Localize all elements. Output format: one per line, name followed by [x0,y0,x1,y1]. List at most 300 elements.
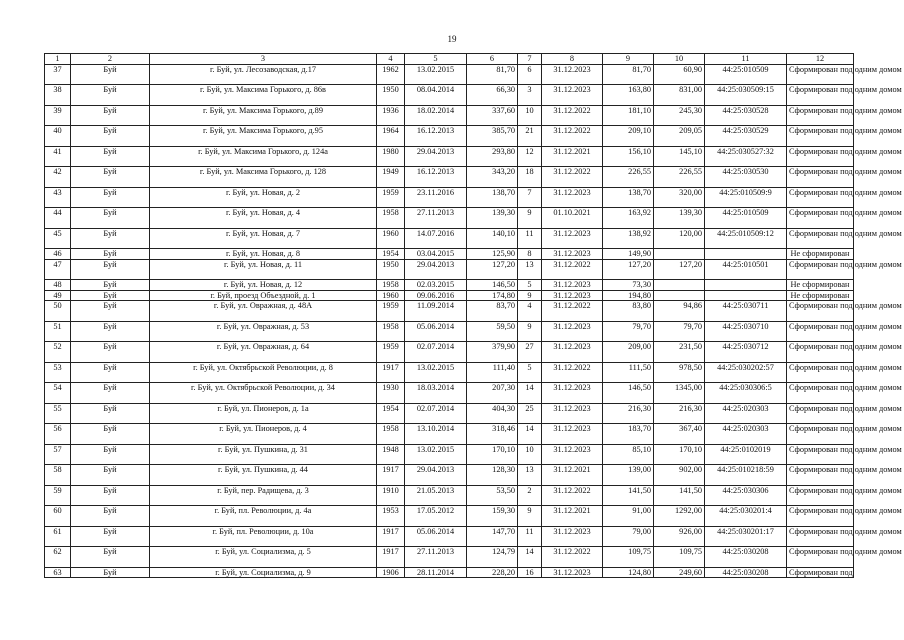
cell-value-9: 79,70 [603,321,654,342]
cell-date: 02.07.2014 [405,342,467,363]
table-row [45,403,854,424]
cell-area: 140,10 [467,228,518,249]
cell-address: г. Буй, ул. Овражная, д. 53 [150,321,377,342]
cell-end-date: 31.12.2022 [542,301,603,322]
cell-area: 128,30 [467,465,518,486]
table-row [45,146,854,167]
table-row [45,485,854,506]
cell-count: 5 [518,362,542,383]
cell-city: Буй [71,362,150,383]
cell-count: 21 [518,126,542,147]
cell-value-9: 127,20 [603,259,654,280]
cell-value-10: 226,55 [654,167,705,188]
cell-year-built: 1958 [377,424,405,445]
cell-date: 28.11.2014 [405,567,467,578]
cell-land-status: Сформирован под одним домом [787,342,854,363]
cell-area: 147,70 [467,526,518,547]
cell-count: 9 [518,290,542,301]
cell-land-status: Не сформирован [787,290,854,301]
cell-city: Буй [71,259,150,280]
cell-city: Буй [71,506,150,527]
cell-city: Буй [71,465,150,486]
cell-address: г. Буй, ул. Новая, д. 2 [150,187,377,208]
cell-city: Буй [71,444,150,465]
cell-value-9: 73,30 [603,280,654,291]
table-row [45,321,854,342]
cell-city: Буй [71,126,150,147]
cell-land-status: Сформирован под одним домом [787,126,854,147]
cell-value-9: 79,00 [603,526,654,547]
cell-address: г. Буй, ул. Пионеров, д. 1а [150,403,377,424]
cell-cadastral-number [705,249,787,260]
cell-value-10 [654,280,705,291]
cell-end-date: 01.10.2021 [542,208,603,229]
cell-end-date: 31.12.2021 [542,506,603,527]
cell-count: 27 [518,342,542,363]
cell-count: 13 [518,465,542,486]
cell-date: 14.07.2016 [405,228,467,249]
cell-city: Буй [71,208,150,229]
cell-date: 05.06.2014 [405,526,467,547]
cell-row-number: 57 [45,444,71,465]
cell-address: г. Буй, ул. Новая, д. 8 [150,249,377,260]
cell-value-9: 146,50 [603,383,654,404]
cell-year-built: 1959 [377,342,405,363]
cell-value-10: 127,20 [654,259,705,280]
cell-area: 66,30 [467,85,518,106]
cell-date: 02.03.2015 [405,280,467,291]
cell-city: Буй [71,526,150,547]
table-row [45,526,854,547]
cell-city: Буй [71,301,150,322]
col-header: 9 [603,54,654,65]
cell-year-built: 1964 [377,126,405,147]
cell-row-number: 62 [45,547,71,568]
cell-count: 2 [518,485,542,506]
cell-row-number: 46 [45,249,71,260]
cell-row-number: 37 [45,64,71,85]
cell-value-10: 1345,00 [654,383,705,404]
cell-cadastral-number: 44:25:030208 [705,547,787,568]
table-row [45,301,854,322]
cell-row-number: 43 [45,187,71,208]
cell-date: 03.04.2015 [405,249,467,260]
cell-value-10: 231,50 [654,342,705,363]
cell-date: 27.11.2013 [405,547,467,568]
cell-land-status: Сформирован под одним домом [787,465,854,486]
cell-year-built: 1962 [377,64,405,85]
cell-area: 53,50 [467,485,518,506]
cell-area: 337,60 [467,105,518,126]
cell-address: г. Буй, ул. Овражная, д. 64 [150,342,377,363]
cell-city: Буй [71,64,150,85]
col-header: 7 [518,54,542,65]
cell-end-date: 31.12.2022 [542,362,603,383]
cell-address: г. Буй, ул. Овражная, д. 48А [150,301,377,322]
cell-city: Буй [71,85,150,106]
cell-year-built: 1954 [377,249,405,260]
cell-value-10: 902,00 [654,465,705,486]
cell-row-number: 49 [45,290,71,301]
cell-area: 111,40 [467,362,518,383]
col-header: 2 [71,54,150,65]
cell-end-date: 31.12.2023 [542,228,603,249]
cell-city: Буй [71,424,150,445]
cell-row-number: 41 [45,146,71,167]
cell-count: 13 [518,259,542,280]
cell-row-number: 45 [45,228,71,249]
cell-row-number: 53 [45,362,71,383]
cell-end-date: 31.12.2022 [542,485,603,506]
table-row [45,290,854,301]
cell-date: 21.05.2013 [405,485,467,506]
cell-count: 14 [518,383,542,404]
cell-land-status: Сформирован под одним домом [787,259,854,280]
cell-row-number: 39 [45,105,71,126]
cell-value-9: 209,10 [603,126,654,147]
cell-land-status: Сформирован под одним домом [787,167,854,188]
cell-address: г. Буй, ул. Социализма, д. 5 [150,547,377,568]
col-header: 6 [467,54,518,65]
cell-land-status: Сформирован под одним домом [787,383,854,404]
cell-count: 3 [518,85,542,106]
cell-address: г. Буй, ул. Максима Горького, д. 128 [150,167,377,188]
cell-end-date: 31.12.2023 [542,444,603,465]
cell-date: 16.12.2013 [405,167,467,188]
cell-area: 81,70 [467,64,518,85]
cell-end-date: 31.12.2022 [542,547,603,568]
cell-area: 127,20 [467,259,518,280]
cell-city: Буй [71,228,150,249]
cell-date: 27.11.2013 [405,208,467,229]
col-header: 1 [45,54,71,65]
cell-end-date: 31.12.2023 [542,249,603,260]
cell-row-number: 55 [45,403,71,424]
cell-address: г. Буй, пл. Революции, д. 10а [150,526,377,547]
cell-date: 16.12.2013 [405,126,467,147]
cell-count: 9 [518,208,542,229]
cell-area: 318,46 [467,424,518,445]
table-row [45,208,854,229]
cell-area: 159,30 [467,506,518,527]
cell-value-9: 138,92 [603,228,654,249]
cell-year-built: 1960 [377,290,405,301]
cell-cadastral-number: 44:25:010501 [705,259,787,280]
cell-end-date: 31.12.2022 [542,105,603,126]
col-header: 3 [150,54,377,65]
cell-value-10: 120,00 [654,228,705,249]
cell-value-9: 194,80 [603,290,654,301]
cell-land-status: Не сформирован [787,280,854,291]
cell-end-date: 31.12.2023 [542,342,603,363]
cell-cadastral-number: 44:25:020303 [705,403,787,424]
cell-value-10: 249,60 [654,567,705,578]
cell-end-date: 31.12.2023 [542,567,603,578]
cell-area: 385,70 [467,126,518,147]
cell-date: 05.06.2014 [405,321,467,342]
cell-end-date: 31.12.2022 [542,259,603,280]
cell-date: 13.02.2015 [405,444,467,465]
cell-address: г. Буй, ул. Максима Горького, д. 124а [150,146,377,167]
cell-end-date: 31.12.2023 [542,290,603,301]
cell-count: 8 [518,249,542,260]
cell-value-9: 181,10 [603,105,654,126]
table-row [45,362,854,383]
cell-value-9: 124,80 [603,567,654,578]
cell-land-status: Сформирован под одним домом [787,362,854,383]
cell-value-9: 183,70 [603,424,654,445]
cell-value-9: 91,00 [603,506,654,527]
cell-row-number: 56 [45,424,71,445]
cell-value-9: 138,70 [603,187,654,208]
cell-address: г. Буй, ул. Лесозаводская, д.17 [150,64,377,85]
table-row [45,126,854,147]
col-header: 5 [405,54,467,65]
cell-area: 207,30 [467,383,518,404]
cell-date: 18.02.2014 [405,105,467,126]
page-number: 19 [447,34,457,44]
cell-row-number: 52 [45,342,71,363]
cell-city: Буй [71,280,150,291]
cell-row-number: 59 [45,485,71,506]
cell-value-10: 978,50 [654,362,705,383]
cell-value-10: 170,10 [654,444,705,465]
cell-value-10: 926,00 [654,526,705,547]
cell-count: 12 [518,146,542,167]
cell-value-10 [654,290,705,301]
column-numbers-row [45,54,854,65]
cell-area: 170,10 [467,444,518,465]
cell-city: Буй [71,383,150,404]
cell-cadastral-number: 44:25:030527:32 [705,146,787,167]
cell-end-date: 31.12.2023 [542,383,603,404]
col-header: 11 [705,54,787,65]
cell-end-date: 31.12.2021 [542,146,603,167]
cell-date: 13.02.2015 [405,362,467,383]
cell-cadastral-number: 44:25:030201:4 [705,506,787,527]
cell-land-status: Сформирован под одним домом [787,85,854,106]
cell-land-status: Сформирован под одним домом [787,403,854,424]
cell-year-built: 1917 [377,465,405,486]
col-header: 10 [654,54,705,65]
cell-date: 13.02.2015 [405,64,467,85]
col-header: 4 [377,54,405,65]
cell-city: Буй [71,290,150,301]
cell-value-9: 156,10 [603,146,654,167]
cell-area: 228,20 [467,567,518,578]
table-row [45,64,854,85]
cell-cadastral-number: 44:25:030306 [705,485,787,506]
cell-row-number: 42 [45,167,71,188]
cell-count: 25 [518,403,542,424]
cell-value-10: 209,05 [654,126,705,147]
table-row [45,249,854,260]
cell-end-date: 31.12.2023 [542,526,603,547]
cell-land-status: Сформирован под одним домом [787,485,854,506]
table-row [45,424,854,445]
table-row [45,465,854,486]
cell-date: 18.03.2014 [405,383,467,404]
table-row [45,105,854,126]
cell-cadastral-number: 44:25:030712 [705,342,787,363]
cell-address: г. Буй, пл. Революции, д. 4а [150,506,377,527]
cell-end-date: 31.12.2023 [542,64,603,85]
cell-year-built: 1917 [377,547,405,568]
cell-value-9: 149,90 [603,249,654,260]
cell-value-10: 367,40 [654,424,705,445]
cell-city: Буй [71,321,150,342]
cell-area: 146,50 [467,280,518,291]
cell-year-built: 1936 [377,105,405,126]
cell-value-9: 81,70 [603,64,654,85]
cell-value-9: 141,50 [603,485,654,506]
cell-count: 4 [518,301,542,322]
cell-area: 404,30 [467,403,518,424]
cell-value-9: 216,30 [603,403,654,424]
cell-value-10: 60,90 [654,64,705,85]
housing-register-table [44,53,902,578]
cell-row-number: 50 [45,301,71,322]
cell-land-status: Сформирован под [787,567,854,578]
cell-value-9: 139,00 [603,465,654,486]
cell-value-9: 163,92 [603,208,654,229]
cell-year-built: 1959 [377,301,405,322]
cell-year-built: 1958 [377,280,405,291]
cell-date: 29.04.2013 [405,465,467,486]
table-row [45,280,854,291]
cell-count: 7 [518,187,542,208]
cell-land-status: Сформирован под одним домом [787,506,854,527]
cell-cadastral-number: 44:25:030208 [705,567,787,578]
cell-value-9: 209,00 [603,342,654,363]
cell-cadastral-number: 44:25:030529 [705,126,787,147]
cell-address: г. Буй, ул. Новая, д. 7 [150,228,377,249]
cell-end-date: 31.12.2023 [542,424,603,445]
cell-value-9: 226,55 [603,167,654,188]
cell-city: Буй [71,167,150,188]
cell-value-9: 111,50 [603,362,654,383]
cell-count: 9 [518,506,542,527]
table-row [45,187,854,208]
cell-cadastral-number: 44:25:030710 [705,321,787,342]
cell-year-built: 1980 [377,146,405,167]
cell-cadastral-number: 44:25:0102019 [705,444,787,465]
cell-value-9: 83,80 [603,301,654,322]
cell-year-built: 1910 [377,485,405,506]
cell-land-status: Сформирован под одним домом [787,105,854,126]
cell-row-number: 58 [45,465,71,486]
cell-year-built: 1930 [377,383,405,404]
table-row [45,85,854,106]
cell-cadastral-number: 44:25:010509 [705,64,787,85]
cell-row-number: 51 [45,321,71,342]
cell-city: Буй [71,105,150,126]
cell-date: 08.04.2014 [405,85,467,106]
cell-date: 09.06.2016 [405,290,467,301]
cell-city: Буй [71,547,150,568]
cell-year-built: 1917 [377,526,405,547]
cell-row-number: 48 [45,280,71,291]
cell-value-10: 320,00 [654,187,705,208]
cell-land-status: Сформирован под одним домом [787,187,854,208]
cell-value-10: 109,75 [654,547,705,568]
cell-end-date: 31.12.2022 [542,167,603,188]
cell-address: г. Буй, ул. Максима Горького, д.89 [150,105,377,126]
cell-row-number: 61 [45,526,71,547]
cell-cadastral-number: 44:25:030711 [705,301,787,322]
cell-end-date: 31.12.2023 [542,187,603,208]
cell-land-status: Сформирован под одним домом [787,64,854,85]
table-row [45,444,854,465]
cell-city: Буй [71,403,150,424]
cell-address: г. Буй, ул. Пушкина, д. 31 [150,444,377,465]
cell-city: Буй [71,567,150,578]
cell-count: 11 [518,228,542,249]
cell-count: 14 [518,547,542,568]
cell-count: 11 [518,526,542,547]
cell-land-status: Сформирован под одним домом [787,424,854,445]
cell-year-built: 1958 [377,321,405,342]
cell-value-10 [654,249,705,260]
cell-row-number: 54 [45,383,71,404]
cell-date: 13.10.2014 [405,424,467,445]
cell-cadastral-number: 44:25:010218:59 [705,465,787,486]
cell-year-built: 1953 [377,506,405,527]
col-header: 12 [787,54,854,65]
cell-land-status: Сформирован под одним домом [787,547,854,568]
cell-land-status: Сформирован под одним домом [787,526,854,547]
cell-address: г. Буй, ул. Максима Горького, д. 86в [150,85,377,106]
cell-area: 83,70 [467,301,518,322]
cell-end-date: 31.12.2023 [542,403,603,424]
cell-count: 10 [518,444,542,465]
cell-value-10: 1292,00 [654,506,705,527]
cell-city: Буй [71,249,150,260]
cell-date: 29.04.2013 [405,259,467,280]
cell-end-date: 31.12.2022 [542,126,603,147]
cell-value-9: 109,75 [603,547,654,568]
cell-city: Буй [71,146,150,167]
cell-cadastral-number [705,280,787,291]
cell-value-10: 245,30 [654,105,705,126]
cell-date: 29.04.2013 [405,146,467,167]
cell-count: 16 [518,567,542,578]
cell-address: г. Буй, ул. Пушкина, д. 44 [150,465,377,486]
cell-cadastral-number: 44:25:030201:17 [705,526,787,547]
cell-land-status: Сформирован под одним домом [787,208,854,229]
cell-address: г. Буй, проезд Объездной, д. 1 [150,290,377,301]
cell-cadastral-number: 44:25:010509:9 [705,187,787,208]
cell-row-number: 38 [45,85,71,106]
cell-count: 10 [518,105,542,126]
cell-cadastral-number: 44:25:010509:12 [705,228,787,249]
cell-year-built: 1950 [377,85,405,106]
cell-land-status: Сформирован под одним домом [787,444,854,465]
cell-value-10: 831,00 [654,85,705,106]
cell-address: г. Буй, ул. Пионеров, д. 4 [150,424,377,445]
cell-cadastral-number: 44:25:030509:15 [705,85,787,106]
cell-date: 17.05.2012 [405,506,467,527]
cell-address: г. Буй, ул. Октябрьской Революции, д. 8 [150,362,377,383]
cell-cadastral-number: 44:25:030202:57 [705,362,787,383]
cell-land-status: Сформирован под одним домом [787,321,854,342]
cell-area: 59,50 [467,321,518,342]
cell-address: г. Буй, ул. Новая, д. 4 [150,208,377,229]
cell-city: Буй [71,485,150,506]
cell-value-10: 141,50 [654,485,705,506]
cell-value-10: 94,86 [654,301,705,322]
cell-date: 11.09.2014 [405,301,467,322]
